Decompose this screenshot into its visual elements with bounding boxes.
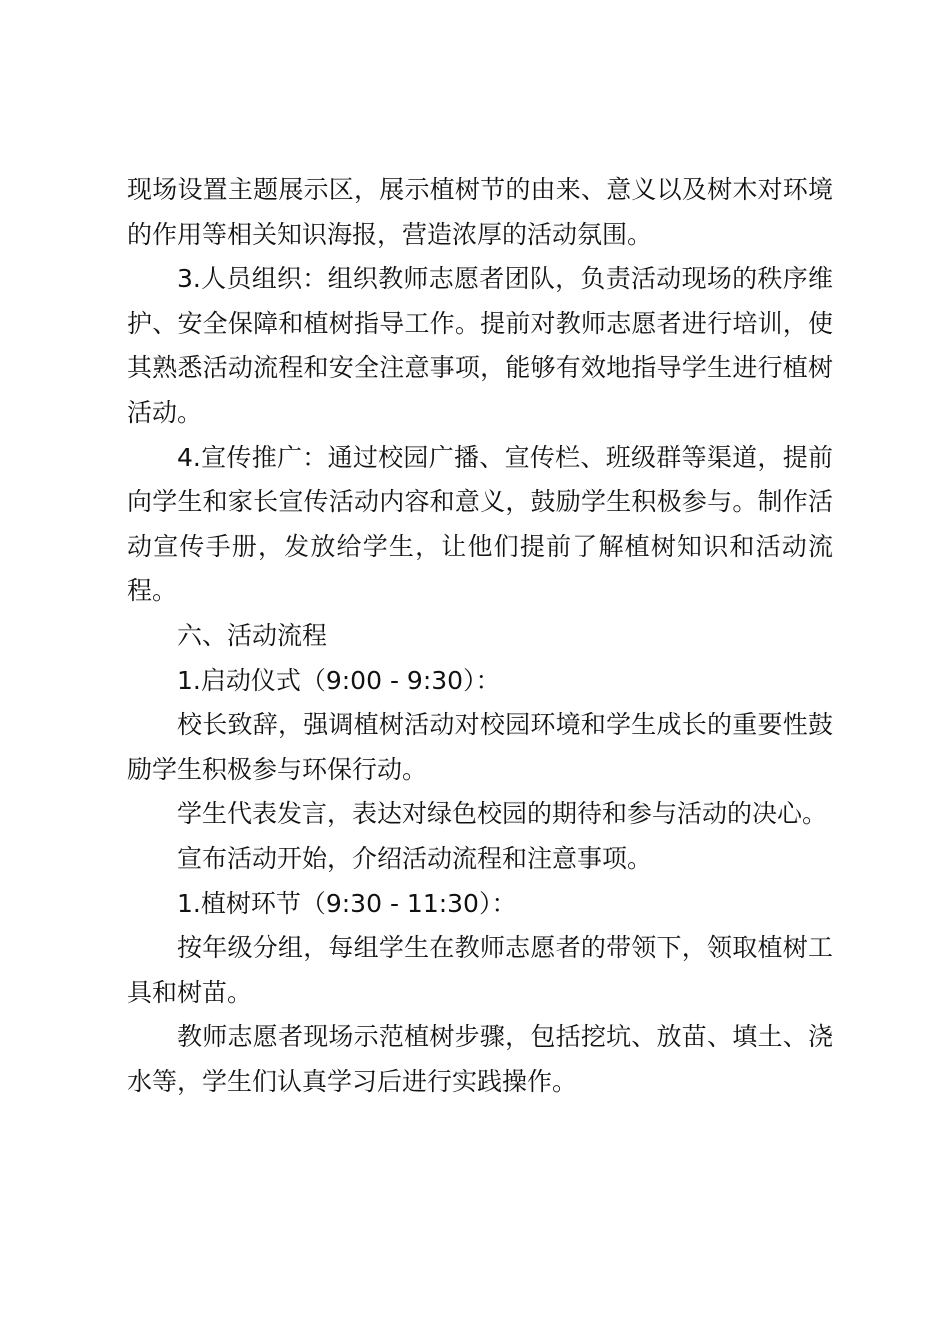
paragraph-demonstration: 教师志愿者现场示范植树步骤，包括挖坑、放苗、填土、浇水等，学生们认真学习后进行实践操作。 <box>127 1022 833 1096</box>
paragraph-staff-organization: 3.人员组织：组织教师志愿者团队，负责活动现场的秩序维护、安全保障和植树指导工作。提前对教师志愿者进行培训，使其熟悉活动流程和安全注意事项，能够有效地指导学生进行植树活动。 <box>127 264 833 427</box>
paragraph-intro-continuation: 现场设置主题展示区，展示植树节的由来、意义以及树木对环境的作用等相关知识海报，营造浓厚的活动氛围。 <box>127 175 833 249</box>
section-heading-activity-process: 六、活动流程 <box>177 620 328 650</box>
paragraph-publicity: 4.宣传推广：通过校园广播、宣传栏、班级群等渠道，提前向学生和家长宣传活动内容和意义，鼓励学生积极参与。制作活动宣传手册，发放给学生，让他们提前了解植树知识和活动流程。 <box>127 442 833 606</box>
document-body <box>127 168 833 1104</box>
paragraph-principal-speech: 校长致辞，强调植树活动对校园环境和学生成长的重要性鼓励学生积极参与环保行动。 <box>127 710 833 784</box>
subheading-tree-planting: 1.植树环节（9:30 - 11:30）： <box>177 888 517 918</box>
paragraph-grouping: 按年级分组，每组学生在教师志愿者的带领下，领取植树工具和树苗。 <box>127 933 833 1007</box>
paragraph-announce-start: 宣布活动开始，介绍活动流程和注意事项。 <box>177 843 653 873</box>
subheading-opening-ceremony: 1.启动仪式（9:00 - 9:30）： <box>177 665 501 695</box>
paragraph-student-speech: 学生代表发言，表达对绿色校园的期待和参与活动的决心。 <box>177 799 828 829</box>
